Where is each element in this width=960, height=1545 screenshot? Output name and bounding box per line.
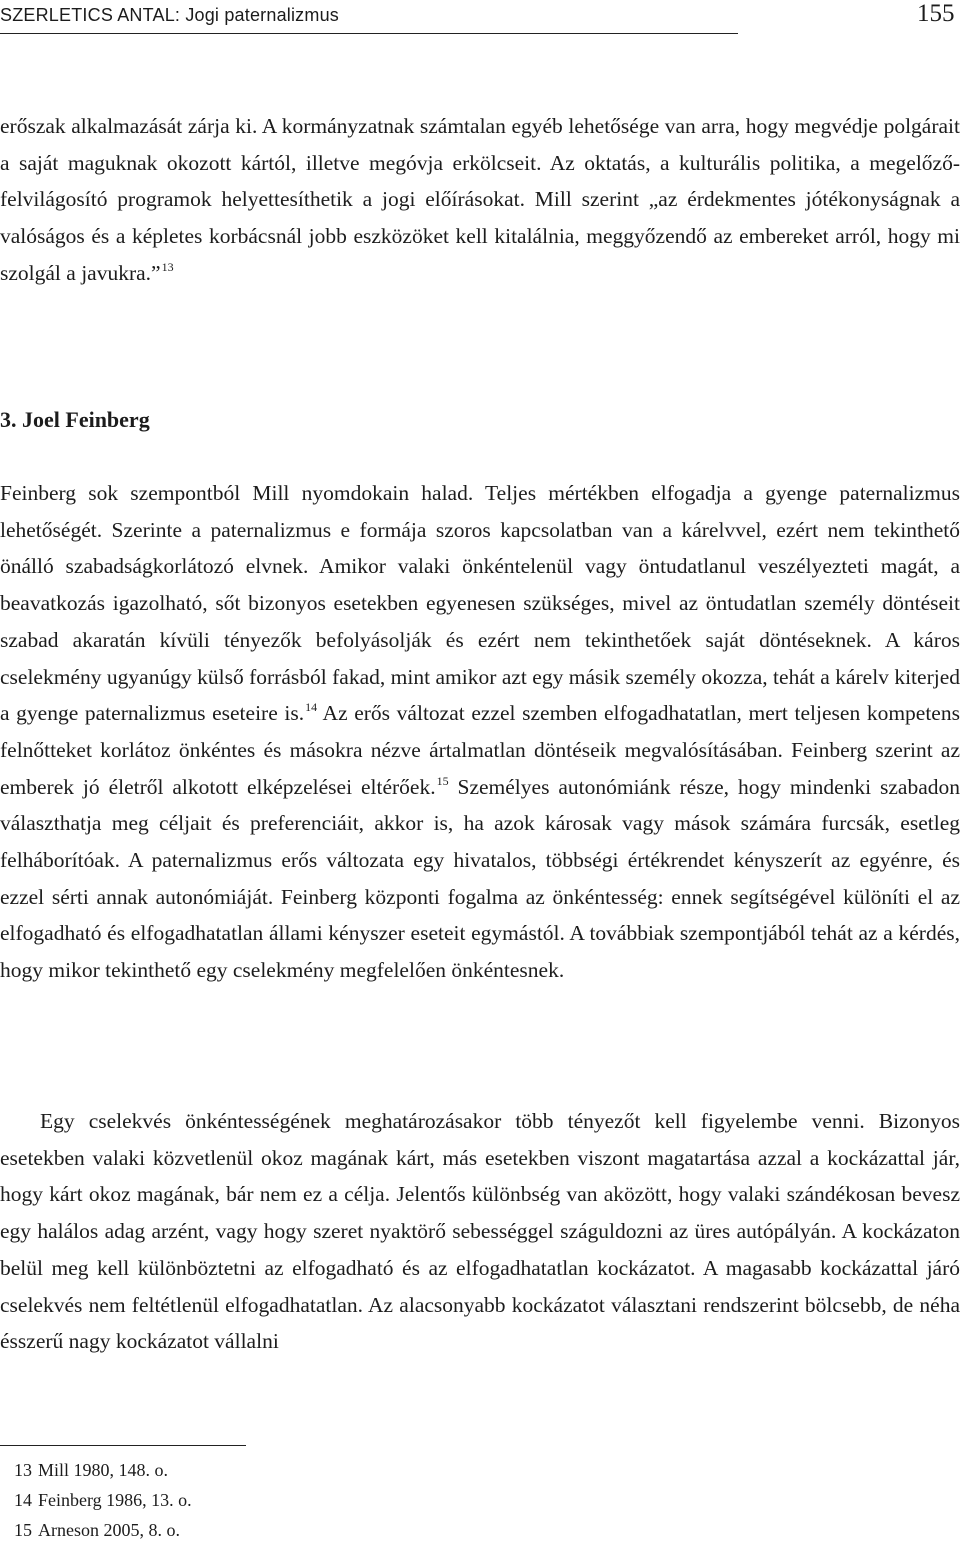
footnote-divider: [0, 1445, 246, 1446]
footnote-number: 14: [14, 1490, 32, 1510]
footnote-text: Mill 1980, 148. o.: [38, 1460, 169, 1480]
footnote-ref-15[interactable]: 15: [436, 773, 449, 788]
footnote-ref-13[interactable]: 13: [161, 259, 174, 274]
section-heading: 3. Joel Feinberg: [0, 407, 150, 432]
page-header: [0, 0, 738, 34]
paragraph-1-text: erőszak alkalmazását zárja ki. A kormányzatnak számtalan egyéb lehetősége van arra, hogy megvédje polgárait a saját maguknak okozott kártól, illetve megóvja erkölcseit. Az oktatás, a kulturális politika, a megelőző-felvilágosító programok helyettesíthetik a jogi előírásokat. Mill szerint „az érdekmentes jótékonyságnak a valóságos és a képletes korbácsnál jobb eszközöket kell kitalálnia, meggyőzendő az embereket arról, hogy mi szolgál a javukra.”: [0, 114, 960, 285]
footnote-text: Arneson 2005, 8. o.: [38, 1520, 180, 1540]
paragraph-2-text-c: Személyes autonómiánk része, hogy mindenki szabadon választhatja meg céljait és preferenciáit, akkor is, ha azok károsak vagy mások számára furcsák, esetleg felháborítóak. A paternalizmus erős változata egy hivatalos, többségi értékrendet kényszerít az egyénre, és ezzel sérti annak autonómiáját. Feinberg központi fogalma az önkéntesség: ennek segítségével különíti el az elfogadható és elfogadhatatlan állami kényszer eseteit egymástól. A továbbiak szempontjából tehát az a kérdés, hogy mikor tekinthető egy cselekmény megfelelően önkéntesnek.: [0, 774, 960, 983]
footnote-number: 15: [14, 1520, 32, 1540]
footnote-14: [0, 1485, 192, 1515]
footnote-text: Feinberg 1986, 13. o.: [38, 1490, 192, 1510]
paragraph-1: [0, 108, 960, 292]
footnote-ref-14[interactable]: 14: [305, 700, 318, 715]
paragraph-2-text-a: Feinberg sok szempontból Mill nyomdokain halad. Teljes mértékben elfogadja a gyenge paternalizmus lehetőségét. Szerinte a paternalizmus e formája szoros kapcsolatban van a kárelvvel, ezért nem tekinthető önálló szabadságkorlátozó elvnek. Amikor valaki önkéntelenül vagy öntudatlanul veszélyezteti magát, a beavatkozás igazolható, sőt bizonyos esetekben egyenesen szükséges, mivel az öntudatlan személy döntéseit szabad akaratán kívüli tényezők befolyásolják és ezért nem tekinthetőek saját döntéseknek. A káros cselekmény ugyanúgy külső forrásból fakad, mint amikor azt egy másik személy okozza, tehát a kárelv kiterjed a gyenge paternalizmus eseteire is.: [0, 481, 960, 726]
footnote-number: 13: [14, 1460, 32, 1480]
page-number: 155: [917, 0, 955, 27]
paragraph-3: [0, 1103, 960, 1360]
footnote-15: [0, 1515, 192, 1545]
footnote-13: [0, 1455, 192, 1485]
footnote-list: [0, 1455, 192, 1545]
running-head: SZERLETICS ANTAL: Jogi paternalizmus: [0, 5, 339, 25]
paragraph-3-text: Egy cselekvés önkéntességének meghatározásakor több tényezőt kell figyelembe venni. Bizonyos esetekben valaki közvetlenül okoz magának kárt, más esetekben viszont magatartása azzal a kockázattal jár, hogy kárt okoz magának, bár nem ez a célja. Jelentős különbség van aközött, hogy valaki szándékosan bevesz egy halálos adag arzént, vagy hogy szeret nyaktörő sebességgel száguldozni az üres autópályán. A kockázaton belül meg kell különböztetni az elfogadható és az elfogadhatatlan kockázatot. A magasabb kockázattal járó cselekvés nem feltétlenül elfogadhatatlan. Az alacsonyabb kockázatot választani rendszerint bölcsebb, de néha ésszerű nagy kockázatot vállalni: [0, 1109, 960, 1354]
paragraph-2-text-b: Az erős változat ezzel szemben elfogadhatatlan, mert teljesen kompetens felnőtteket korlátoz önkéntes és másokra nézve ártalmatlan döntéseik megvalósításában. Feinberg szerint az emberek jó életről alkotott elképzelései eltérőek.: [0, 701, 960, 799]
paragraph-2: [0, 475, 960, 989]
